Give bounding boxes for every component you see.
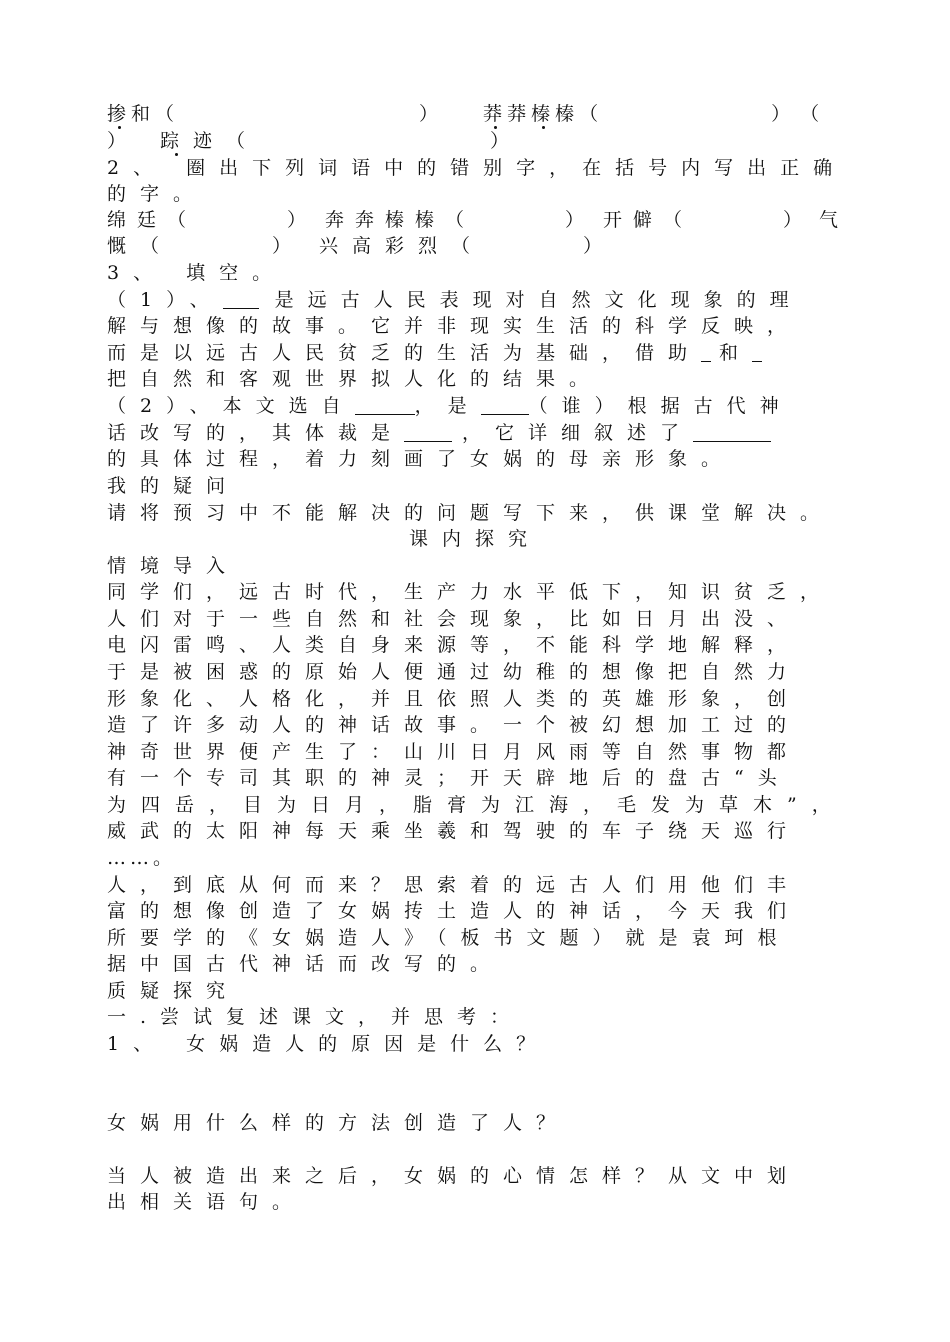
fill-blank[interactable]: [701, 343, 711, 362]
vocab-line-2: [107, 128, 837, 154]
vocab-char: 莽: [507, 103, 532, 125]
q2-title: 2、 圈出下列词语中的错别字，在括号内写出正确: [107, 157, 847, 179]
my-question-text: 请将预习中不能解决的问题写下来，供课堂解决。: [107, 502, 834, 524]
fill-blank[interactable]: [223, 290, 259, 309]
inquiry-question-3-line-1: 当人被造出来之后，女娲的心情怎样？从文中划: [107, 1165, 801, 1187]
intro-line: 同学们，远古时代，生产力水平低下，知识贫乏，: [107, 581, 834, 603]
intro-line: 形象化、人格化，并且依照人类的英雄形象，创: [107, 688, 801, 710]
vocab-line-1: [107, 101, 837, 127]
q3-p2-text: （谁）根据古代神: [528, 395, 793, 417]
intro-line: 人，到底从何而来？思索着的远古人们用他们丰: [107, 874, 801, 896]
intro-line: 电闪雷鸣、人类自身来源等，不能科学地解释，: [107, 634, 801, 656]
fill-blank[interactable]: [752, 343, 762, 362]
q3-p1-text: 是远古人民表现对自然文化现象的理: [274, 289, 803, 311]
q2-item: 奔奔榛榛（ ）: [325, 209, 596, 231]
q3-p2-text: （2）、本文选自: [107, 395, 355, 417]
q2-item: 绵廷（ ）: [107, 209, 318, 231]
q3-p1-text: 和: [719, 342, 753, 364]
q3-p1-line-2: 解与想像的故事。它并非现实生活的科学反映，: [107, 315, 801, 337]
vocab-paren: （ ）: [226, 130, 524, 152]
q3-p1-line-1: [107, 287, 837, 313]
dotted-char: 踪: [160, 130, 194, 152]
q3-p2-text: ，它详细叙述了: [462, 422, 694, 444]
vocab-paren: （ ）: [155, 103, 444, 125]
q3-p2-line-1: [107, 393, 837, 419]
section-title: 课内探究: [408, 528, 541, 550]
intro-line: 于是被困惑的原始人便通过幼稚的想像把自然力: [107, 661, 801, 683]
q2-item: 气: [819, 209, 850, 231]
q3-p1-text: 而是以远古人民贫乏的生活为基础，借助: [107, 342, 702, 364]
fill-blank[interactable]: [355, 396, 415, 415]
fill-blank[interactable]: [481, 396, 529, 415]
vocab-char: 和: [131, 103, 156, 125]
q3-p1-label: （1）、: [107, 289, 223, 311]
my-question-title: 我的疑问: [107, 475, 240, 497]
intro-line: 造了许多动人的神话故事。一个被幻想加工过的: [107, 714, 801, 736]
inquiry-title: 质疑探究: [107, 980, 240, 1002]
dotted-char: 榛: [531, 103, 556, 125]
dotted-char: 莽: [483, 103, 508, 125]
q2-item: 慨（ ）: [107, 235, 306, 257]
q3-p1-line-3: [107, 340, 837, 366]
intro-line: 威武的太阳神每天乘坐羲和驾驶的车子绕天巡行: [107, 820, 801, 842]
q2-title-cont: 的字。: [107, 183, 207, 205]
fill-blank[interactable]: [693, 423, 771, 442]
intro-line: 所要学的《女娲造人》（板书文题）就是袁珂根: [107, 927, 791, 949]
intro-title: 情境导入: [107, 555, 240, 577]
inquiry-question-2: 女娲用什么样的方法创造了人？: [107, 1112, 570, 1134]
vocab-char: 榛: [555, 103, 580, 125]
intro-line: 神奇世界便产生了：山川日月风雨等自然事物都: [107, 741, 801, 763]
inquiry-main-question: 一.尝试复述课文，并思考：: [107, 1006, 524, 1028]
q3-p2-text: ，是: [414, 395, 481, 417]
inquiry-question-1: 1、 女娲造人的原因是什么？: [107, 1033, 550, 1055]
q2-item: 开僻（ ）: [603, 209, 814, 231]
intro-line: ……。: [107, 847, 177, 869]
fill-blank[interactable]: [404, 423, 452, 442]
q3-p2-text: 话改写的，其体裁是: [107, 422, 405, 444]
vocab-paren-close: ）: [107, 130, 141, 152]
intro-line: 有一个专司其职的神灵；开天辟地后的盘古“头: [107, 767, 791, 789]
inquiry-question-3-line-2: 出相关语句。: [107, 1191, 306, 1213]
vocab-paren: （ ） （: [579, 103, 825, 125]
intro-line: 据中国古代神话而改写的。: [107, 953, 504, 975]
intro-line: 为四岳，目为日月，脂膏为江海，毛发为草木”，: [107, 794, 846, 816]
dotted-char: 掺: [107, 103, 132, 125]
q3-p2-line-2: [107, 420, 837, 446]
q2-row-2: [107, 233, 837, 259]
intro-line: 人们对于一些自然和社会现象，比如日月出没、: [107, 608, 801, 630]
intro-line: 富的想像创造了女娲抟土造人的神话，今天我们: [107, 900, 801, 922]
q2-row-1: [107, 207, 850, 233]
vocab-char: 迹: [193, 130, 227, 152]
q2-item: 兴高彩烈（ ）: [319, 235, 617, 257]
q3-p1-line-4: 把自然和客观世界拟人化的结果。: [107, 368, 603, 390]
q3-title: 3、 填空。: [107, 262, 286, 284]
q3-p2-line-3: 的具体过程，着力刻画了女娲的母亲形象。: [107, 448, 735, 470]
